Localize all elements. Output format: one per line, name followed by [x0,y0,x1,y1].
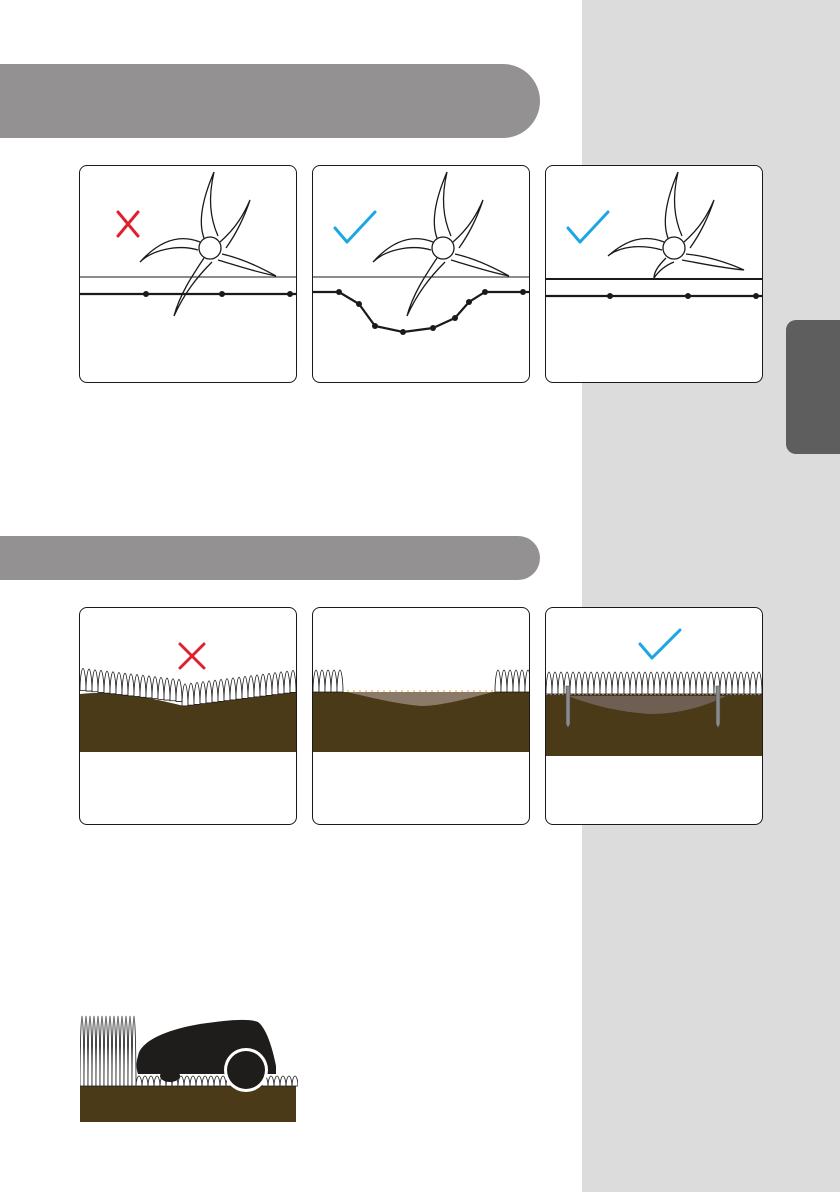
grass-blade [594,672,600,694]
grass-blade [80,668,86,690]
grass-blade [146,676,152,698]
grass-blade [212,680,218,702]
grass-blade [86,669,92,691]
grass-blade [525,670,529,692]
soil [80,1086,296,1122]
grass-blade [672,672,678,694]
check-icon [640,630,680,658]
grass-blade [164,678,170,700]
grass-blade [254,675,260,697]
grass-blade [750,672,756,694]
grass-blade [519,670,525,692]
lawn-panel-levelled [545,607,763,825]
grass [313,670,343,692]
grass-blade [88,1016,92,1086]
grass-blade [80,1016,84,1086]
grass-blade [132,1016,136,1086]
grass-blade [684,672,690,694]
grass-blade [630,672,636,694]
grass-blade [208,1076,214,1086]
grass-blade [92,670,98,692]
grass-blade [738,672,744,694]
grass-blade [648,672,654,694]
grass-blade [513,670,519,692]
grass-blade [606,672,612,694]
grass-blade [230,678,236,700]
check-icon [568,212,608,242]
grass-blade [190,1076,196,1086]
grass-blade [136,1076,142,1086]
grass-blade [84,1016,88,1086]
grass-blade [624,672,630,694]
grass-blade [325,670,331,692]
root-panel-incorrect [79,165,297,383]
grass-blade [202,1076,208,1086]
grass-blade [284,671,290,693]
grass-blade [268,1076,274,1086]
grass-blade [642,672,648,694]
grass-blade [600,672,606,694]
grass-blade [319,670,325,692]
grass-blade [708,672,714,694]
root-panel-deep-wire [545,165,763,383]
grass-blade [588,672,594,694]
grass-blade [313,670,319,692]
grass-blade [110,672,116,694]
grass-blade [337,670,343,692]
grass-blade [744,672,750,694]
chapter-tab[interactable] [786,320,840,454]
grass-blade [756,672,762,694]
grass-blade [552,672,558,694]
grass-blade [570,672,576,694]
grass-blade [236,677,242,699]
grass-blade [188,683,194,705]
root-panel-dipped-wire [312,165,530,383]
grass-blade [206,681,212,703]
root-icon [373,172,509,316]
short-grass [136,1076,298,1086]
grass-blade [134,675,140,697]
grass-blade [200,682,206,704]
grass-blade [152,677,158,699]
grass-blade [112,1016,116,1086]
grass-blade [272,673,278,695]
grass-blade [116,1016,120,1086]
grass-blade [292,1076,298,1086]
grass-blade [128,674,134,696]
grass-blade [726,672,732,694]
grass-blade [501,670,507,692]
grass-blade [104,1016,108,1086]
cross-icon [180,644,204,668]
grass-blade [690,672,696,694]
grass-blade [618,672,624,694]
grass-blade [720,672,726,694]
grass-blade [558,672,564,694]
grass [495,670,529,692]
grass-blade [108,1016,112,1086]
grass-blade [116,673,122,695]
grass-blade [98,670,104,692]
section-banner-lawn-surface [0,536,540,580]
root-icon [608,172,744,278]
grass-blade [576,672,582,694]
lawn-panel-filled-hollow [312,607,530,825]
grass-blade [182,684,188,706]
grass-blade [278,672,284,694]
robot-mower-illustration [80,1008,298,1131]
grass-blade [140,675,146,697]
grass-blade [331,670,337,692]
grass [546,672,762,694]
grass-blade [124,1016,128,1086]
grass-blade [286,1076,292,1086]
cross-icon [118,212,138,236]
check-icon [335,212,375,242]
grass-blade [176,679,182,701]
grass-blade [194,682,200,704]
grass-blade [702,672,708,694]
grass-blade [128,1016,132,1086]
grass-blade [220,1076,226,1086]
lawn-panel-uneven [79,607,297,825]
grass-blade [612,672,618,694]
grass-blade [507,670,513,692]
grass-blade [696,672,702,694]
grass-blade [546,672,552,694]
grass-blade [678,672,684,694]
grass-blade [290,670,296,692]
grass-blade [170,679,176,701]
grass-blade [582,672,588,694]
grass-blade [242,676,248,698]
grass-blade [266,673,272,695]
grass-blade [636,672,642,694]
grass-blade [214,1076,220,1086]
grass-blade [104,671,110,693]
section-banner-root-wire [0,64,540,138]
grass-blade [196,1076,202,1086]
grass-blade [224,679,230,701]
grass-blade [274,1076,280,1086]
grass-blade [248,676,254,698]
grass-blade [495,670,501,692]
grass-blade [260,674,266,696]
grass-blade [142,1076,148,1086]
grass-blade [280,1076,286,1086]
grass-blade [732,672,738,694]
grass-blade [96,1016,100,1086]
grass-blade [100,1016,104,1086]
grass-blade [218,679,224,701]
boundary-wire [313,292,529,332]
grass-blade [654,672,660,694]
grass-blade [184,1076,190,1086]
grass-blade [120,1016,124,1086]
tall-grass [80,1016,136,1086]
grass-blade [148,1076,154,1086]
grass-blade [154,1076,160,1086]
grass-blade [122,673,128,695]
grass-blade [666,672,672,694]
grass-blade [158,677,164,699]
grass-blade [92,1016,96,1086]
grass-blade [660,672,666,694]
